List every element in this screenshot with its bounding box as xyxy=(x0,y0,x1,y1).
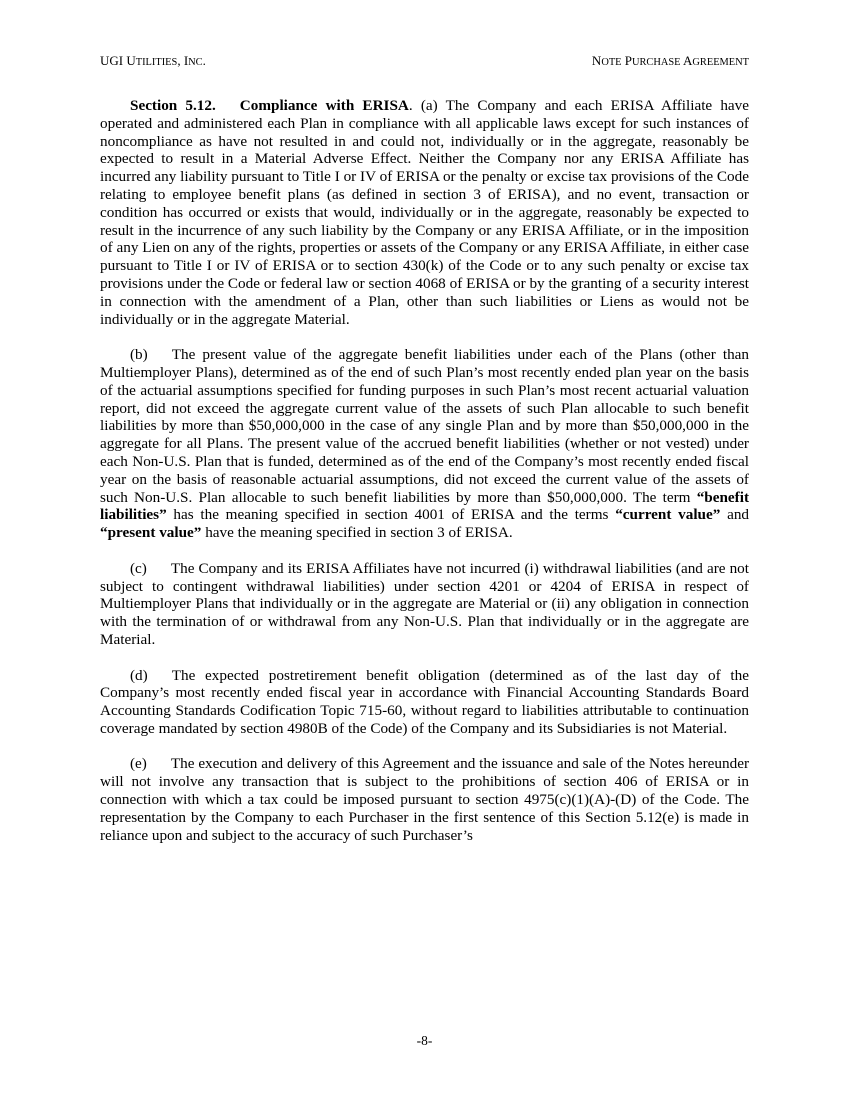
paragraph-c-label: (c) xyxy=(130,559,147,577)
paragraph-b-label: (b) xyxy=(130,346,148,364)
paragraph-a-text: (a) The Company and each ERISA Affiliate have operated and administered each Plan in compliance with all applicable laws except for such instances of noncompliance as have not resulted in and could not, individually or in the aggregate, reasonably be expected to result in a Material Adverse Effect. Neither the Company nor any ERISA Affiliate has incurred any liability pursuant to Title I or IV of ERISA or the penalty or excise tax provisions of the Code relating to employee benefit plans (as defined in section 3 of ERISA), and no event, transaction or condition has occurred or exists that would, individually or in the aggregate, reasonably be expected to result in the incurrence of any such liability by the Company or any ERISA Affiliate, or in the imposition of any Lien on any of the rights, properties or assets of the Company or any ERISA Affiliate, in either case pursuant to Title I or IV of ERISA or to section 430(k) of the Code or to any such penalty or excise tax provisions under the Code or federal law or section 4068 of ERISA or by the granting of a security interest in connection with the amendment of a Plan, other than such liabilities or Liens as would not be individually or in the aggregate Material. xyxy=(100,97,749,328)
paragraph-e-label: (e) xyxy=(130,755,147,773)
paragraph-a: Section 5.12. Compliance with ERISA. (a) The Company and each ERISA Affiliate have operated and administered each Plan in compliance with all applicable laws except for such instances of noncompliance as have not resulted in and could not, individually or in the aggregate, reasonably be expected to result in a Material Adverse Effect. Neither the Company nor any ERISA Affiliate has incurred any liability pursuant to Title I or IV of ERISA or the penalty or excise tax provisions of the Code relating to employee benefit plans (as defined in section 3 of ERISA), and no event, transaction or condition has occurred or exists that would, individually or in the aggregate, reasonably be expected to result in the incurrence of any such liability by the Company or any ERISA Affiliate, or in the imposition of any Lien on any of the rights, properties or assets of the Company or any ERISA Affiliate, in either case pursuant to Title I or IV of ERISA or to section 430(k) of the Code or to any such penalty or excise tax provisions under the Code or federal law or section 4068 of ERISA or by the granting of a security interest in connection with the amendment of a Plan, other than such liabilities or Liens as would not be individually or in the aggregate Material. xyxy=(100,97,749,328)
paragraph-b-text-1: The present value of the aggregate benefit liabilities under each of the Plans (other than Multiemployer Plans), determined as of the end of such Plan’s most recently ended plan year on the basis of the actuarial assumptions specified for funding purposes in such Plan’s most recent actuarial valuation report, did not exceed the aggregate current value of the assets of such Plan allocable to such benefit liabilities by more than $50,000,000 in the case of any single Plan and by more than $50,000,000 in the aggregate for all Plans. The present value of the accrued benefit liabilities (whether or not vested) under each Non-U.S. Plan that is funded, determined as of the end of the Company’s most recently ended fiscal year on the basis of reasonable actuarial assumptions, did not exceed the current value of the assets of such Non-U.S. Plan allocable to such benefit liabilities by more than $50,000,000. The term xyxy=(100,346,749,506)
paragraph-c xyxy=(100,560,749,649)
paragraph-e-text: The execution and delivery of this Agreement and the issuance and sale of the Notes hereunder will not involve any transaction that is subject to the prohibitions of section 406 of ERISA or in connection with which a tax could be imposed pursuant to section 4975(c)(1)(A)-(D) of the Code. The representation by the Company to each Purchaser in the first sentence of this Section 5.12(e) is made in reliance upon and subject to the accuracy of such Purchaser’s xyxy=(100,755,749,844)
page-number: -8- xyxy=(416,1033,433,1048)
paragraph-e xyxy=(100,755,749,844)
term-present-value: “present value” xyxy=(100,524,202,542)
document-body xyxy=(100,97,749,862)
paragraph-b-text-2: has the meaning specified in section 4001 of ERISA and the terms xyxy=(173,506,609,524)
paragraph-c-text: The Company and its ERISA Affiliates have not incurred (i) withdrawal liabilities (and are not subject to contingent withdrawal liabilities) under section 4201 or 4204 of ERISA in respect of Multiemployer Plans that individually or in the aggregate are Material or (ii) any obligation in connection with the termination of or withdrawal from any Non-U.S. Plan that individually or in the aggregate are Material. xyxy=(100,559,749,648)
paragraph-d-label: (d) xyxy=(130,666,148,684)
header-document-title: NOTE PURCHASE AGREEMENT xyxy=(591,53,749,68)
paragraph-b xyxy=(100,346,749,542)
paragraph-d-text: The expected postretirement benefit obligation (determined as of the last day of the Company’s most recently ended fiscal year in accordance with Financial Accounting Standards Board Accounting Standards Codification Topic 715-60, without regard to liabilities attributable to continuation coverage mandated by section 4980B of the Code) of the Company and its Subsidiaries is not Material. xyxy=(100,666,749,737)
term-benefit-liabilities: “benefit liabilities” xyxy=(100,488,750,524)
paragraph-b-text-3: and xyxy=(727,506,750,524)
paragraph-b-text-4: have the meaning specified in section 3 of ERISA. xyxy=(205,524,513,542)
paragraph-d xyxy=(100,667,749,738)
section-number: Section 5.12. xyxy=(130,97,216,114)
header-company-name: UGI UTILITIES, INC. xyxy=(100,53,206,68)
term-current-value: “current value” xyxy=(615,506,721,524)
section-title: Compliance with ERISA xyxy=(239,97,409,114)
